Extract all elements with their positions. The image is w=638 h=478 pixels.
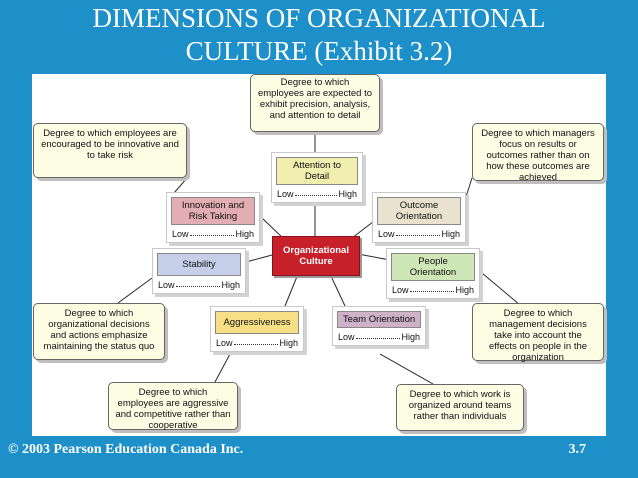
scale-low-label: Low (392, 285, 409, 295)
low-high-scale (158, 280, 240, 290)
note-innovation: Degree to which employees are encouraged to be innovative and to take risk (33, 123, 187, 178)
scale-high-label: High (221, 280, 240, 290)
low-high-scale (277, 189, 357, 199)
connector-note-outcome (465, 178, 472, 200)
slide-number: 3.7 (568, 442, 586, 457)
scale-low-label: Low (216, 338, 233, 348)
note-aggressiveness: Degree to which employees are aggressive and competitive rather than cooperative (108, 382, 238, 430)
dimension-attention-to-detail (271, 152, 363, 203)
connector-team-center (330, 274, 345, 306)
dimension-label: Attention to Detail (276, 157, 358, 185)
dimension-label: Innovation and Risk Taking (171, 197, 255, 225)
connector-stability-center (246, 255, 272, 262)
scale-high-label: High (279, 338, 298, 348)
title-line-2: CULTURE (Exhibit 3.2) (185, 36, 453, 66)
organizational-culture-center (272, 236, 360, 276)
connector-aggressiveness-center (285, 274, 298, 306)
note-team-orientation: Degree to which work is organized around teams rather than individuals (396, 384, 524, 431)
low-high-scale (172, 229, 254, 239)
dimension-outcome-orientation (372, 192, 466, 243)
connector-note-stability (118, 278, 152, 303)
low-high-scale (338, 332, 420, 342)
note-outcome-orientation: Degree to which managers focus on results or outcomes rather than on how these outcomes are achieved (472, 123, 604, 181)
scale-low-label: Low (158, 280, 175, 290)
scale-high-label: High (401, 332, 420, 342)
low-high-scale (216, 338, 298, 348)
connector-note-team (380, 354, 433, 384)
dimension-label: People Orientation (391, 253, 475, 281)
connector-note-people (476, 268, 520, 305)
connector-note-aggressiveness (215, 354, 230, 382)
low-high-scale (392, 285, 474, 295)
scale-high-label: High (441, 229, 460, 239)
dimension-label: Outcome Orientation (377, 197, 461, 225)
low-high-scale (378, 229, 460, 239)
scale-low-label: Low (378, 229, 395, 239)
scale-low-label: Low (338, 332, 355, 342)
title-line-1: DIMENSIONS OF ORGANIZATIONAL (92, 3, 546, 33)
dimension-label: Aggressiveness (215, 311, 299, 334)
note-stability: Degree to which organizational decisions and actions emphasize maintaining the status quo (33, 303, 165, 360)
scale-low-label: Low (277, 189, 294, 199)
dimension-people-orientation (386, 248, 480, 299)
scale-high-label: High (338, 189, 357, 199)
scale-high-label: High (235, 229, 254, 239)
copyright-footer: © 2003 Pearson Education Canada Inc. (8, 442, 244, 457)
dimension-label: Stability (157, 253, 241, 276)
note-attention-to-detail: Degree to which employees are expected to exhibit precision, analysis, and attention to detail (250, 74, 380, 132)
dimension-label: Team Orientation (337, 311, 421, 328)
dimension-stability (152, 248, 246, 294)
scale-low-label: Low (172, 229, 189, 239)
center-label: Organizational Culture (283, 245, 349, 267)
dimension-team-orientation (332, 306, 426, 346)
dimension-aggressiveness (210, 306, 304, 352)
dimension-innovation-risk-taking (166, 192, 260, 243)
note-people-orientation: Degree to which management decisions take into account the effects on people in the organization (472, 303, 604, 361)
scale-high-label: High (455, 285, 474, 295)
